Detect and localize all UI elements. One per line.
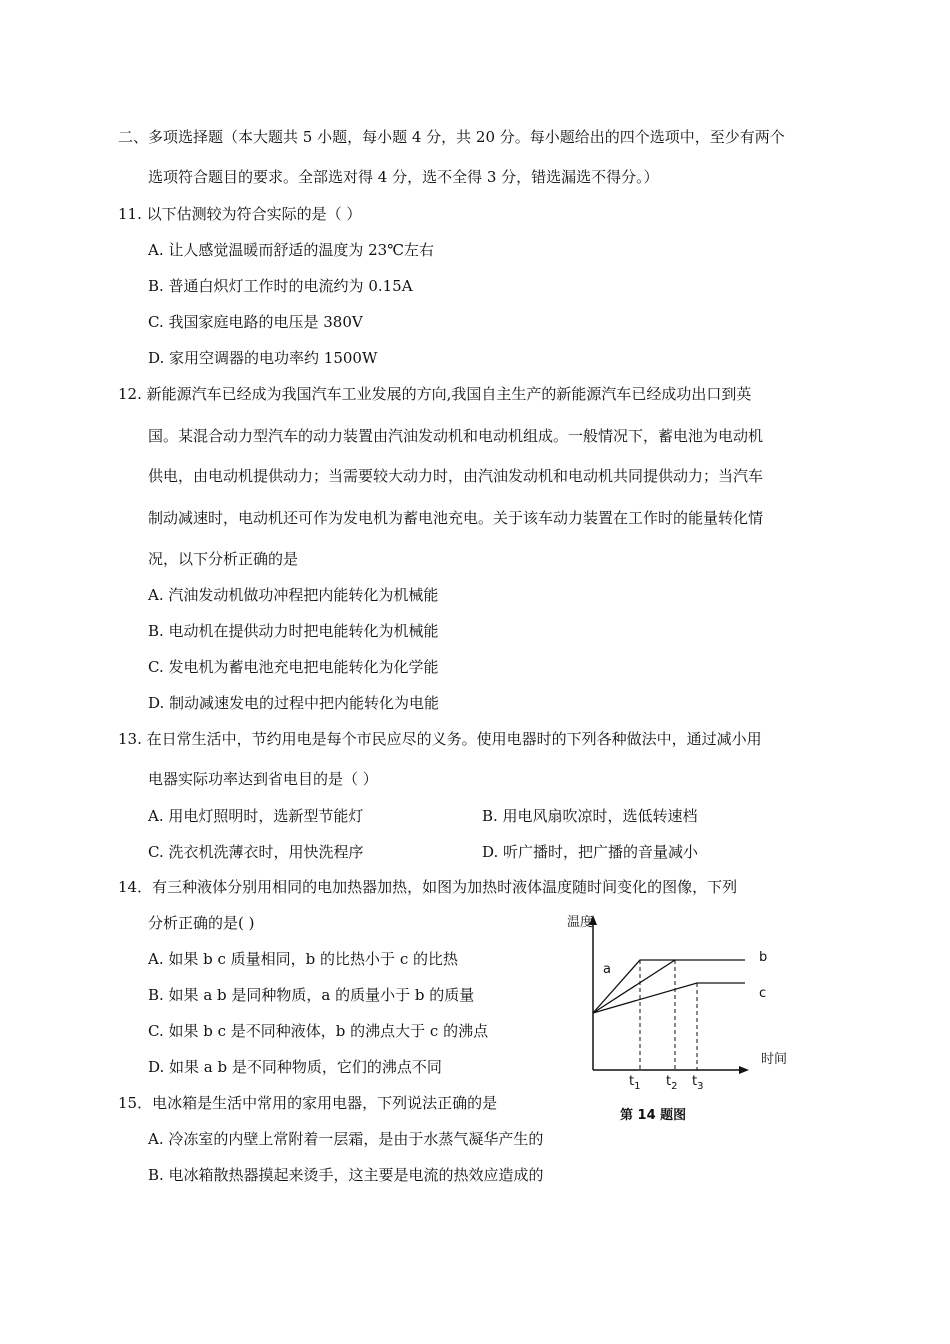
- line-a: [593, 960, 745, 1013]
- option-c: C. 发电机为蓄电池充电把电能转化为化学能: [148, 658, 439, 676]
- option-c: C. 洗衣机洗薄衣时，用快洗程序: [148, 843, 364, 861]
- line-c-label: c: [759, 986, 767, 1001]
- question-stem-line-5: 况，以下分析正确的是: [148, 550, 299, 568]
- t2-label: $t_2$: [666, 1074, 678, 1092]
- option-c: C. 我国家庭电路的电压是 380V: [148, 313, 363, 331]
- option-a: A. 冷冻室的内壁上常附着一层霜，是由于水蒸气凝华产生的: [148, 1130, 544, 1148]
- option-d: D. 如果 a b 是不同种物质，它们的沸点不同: [148, 1058, 442, 1076]
- question-stem-line-3: 供电，由电动机提供动力；当需要较大动力时，由汽油发动机和电动机共同提供动力；当汽车: [148, 467, 764, 485]
- option-b: B. 普通白炽灯工作时的电流约为 0.15A: [148, 277, 413, 295]
- question-stem-line-4: 制动减速时，电动机还可作为发电机为蓄电池充电。关于该车动力装置在工作时的能量转化情: [148, 509, 764, 527]
- option-d: D. 听广播时，把广播的音量减小: [482, 843, 699, 861]
- t3-label: $t_3$: [692, 1074, 704, 1092]
- question-stem-line-2: 分析正确的是( ): [148, 914, 255, 932]
- option-b: B. 电动机在提供动力时把电能转化为机械能: [148, 622, 439, 640]
- option-b: B. 电冰箱散热器摸起来烫手，这主要是电流的热效应造成的: [148, 1166, 544, 1184]
- option-c: C. 如果 b c 是不同种液体，b 的沸点大于 c 的沸点: [148, 1022, 489, 1040]
- x-axis-arrow: [739, 1066, 749, 1074]
- option-a: A. 让人感觉温暖而舒适的温度为 23℃左右: [148, 241, 435, 259]
- option-a: A. 如果 b c 质量相同，b 的比热小于 c 的比热: [148, 950, 458, 968]
- option-d: D. 制动减速发电的过程中把内能转化为电能: [148, 694, 440, 712]
- temperature-time-graph: [555, 905, 815, 1125]
- question-stem-line-2: 电器实际功率达到省电目的是（ ）: [148, 770, 378, 788]
- section-instructions-line-2: 选项符合题目的要求。全部选对得 4 分，选不全得 3 分，错选漏选不得分。）: [148, 168, 659, 186]
- option-a: A. 用电灯照明时，选新型节能灯: [148, 807, 364, 825]
- t1-label: $t_1$: [629, 1074, 641, 1092]
- option-a: A. 汽油发动机做功冲程把内能转化为机械能: [148, 586, 439, 604]
- y-axis-label: 温度: [567, 915, 594, 930]
- figure-caption: 第 14 题图: [620, 1108, 687, 1123]
- question-stem: 15．电冰箱是生活中常用的家用电器，下列说法正确的是: [118, 1094, 498, 1112]
- line-b-label: b: [759, 950, 768, 965]
- section-instructions-line-1: 二、多项选择题（本大题共 5 小题，每小题 4 分，共 20 分。每小题给出的四个选项中，至少有两个: [118, 128, 785, 146]
- question-stem: 11. 以下估测较为符合实际的是（ ）: [118, 205, 362, 223]
- option-b: B. 用电风扇吹凉时，选低转速档: [482, 807, 698, 825]
- x-axis-label: 时间: [761, 1052, 788, 1067]
- option-b: B. 如果 a b 是同种物质，a 的质量小于 b 的质量: [148, 986, 475, 1004]
- question-stem-line-1: 12. 新能源汽车已经成为我国汽车工业发展的方向,我国自主生产的新能源汽车已经成功出口到英: [118, 385, 752, 403]
- question-stem-line-1: 13. 在日常生活中，节约用电是每个市民应尽的义务。使用电器时的下列各种做法中，通过减小用: [118, 730, 762, 748]
- question-stem-line-1: 14．有三种液体分别用相同的电加热器加热，如图为加热时液体温度随时间变化的图像，下列: [118, 878, 738, 896]
- line-a-label: a: [603, 962, 611, 977]
- option-d: D. 家用空调器的电功率约 1500W: [148, 349, 378, 367]
- question-stem-line-2: 国。某混合动力型汽车的动力装置由汽油发动机和电动机组成。一般情况下，蓄电池为电动机: [148, 427, 764, 445]
